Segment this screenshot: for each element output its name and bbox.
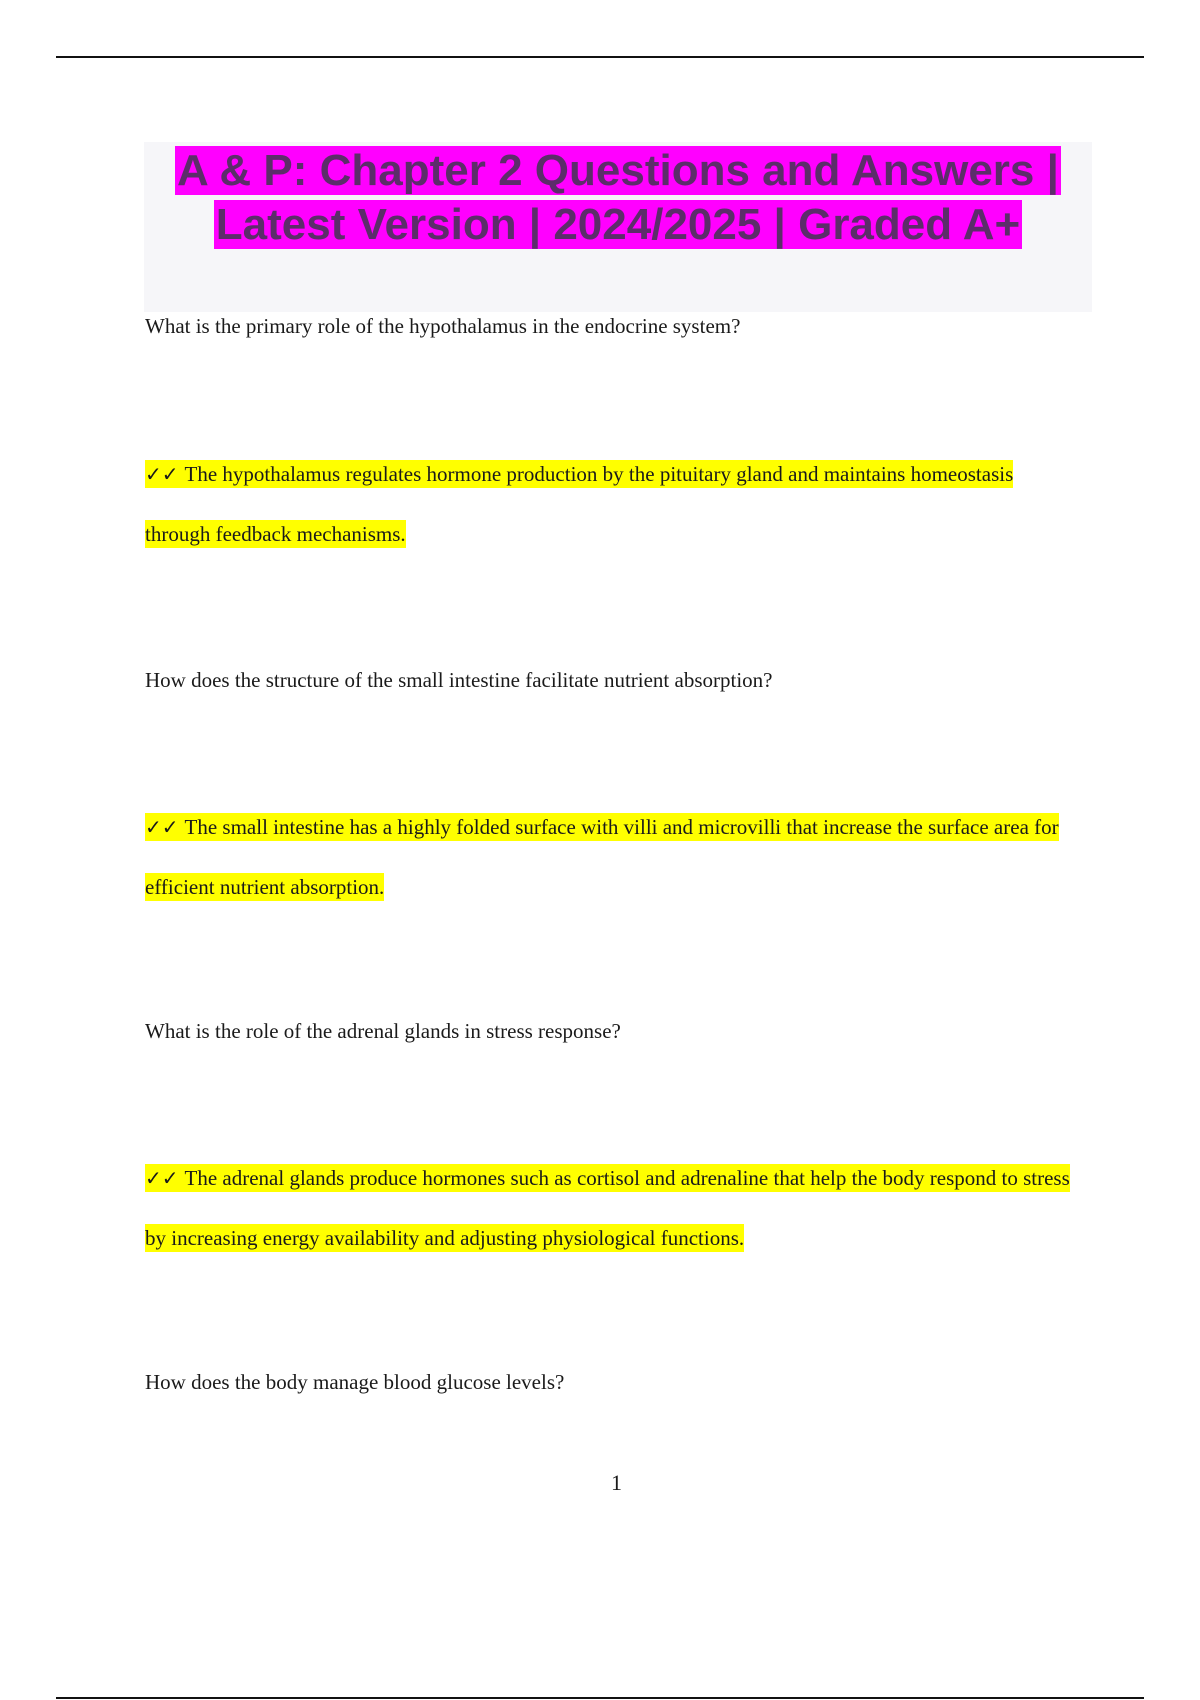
title-highlight: A & P: Chapter 2 Questions and Answers | Latest Version | 2024/2025 | Graded A+ xyxy=(177,146,1059,249)
answer-2 xyxy=(145,797,1075,917)
answer-highlight xyxy=(145,1164,1070,1252)
answer-text: The hypothalamus regulates hormone production by the pituitary gland and maintains homeostasis through feedback mechanisms. xyxy=(145,462,1014,546)
check-icon: ✓✓ xyxy=(145,815,179,839)
question-3: What is the role of the adrenal glands in stress response? xyxy=(145,1019,621,1043)
document-title xyxy=(144,144,1092,252)
page-number: 1 xyxy=(611,1470,622,1495)
answer-highlight xyxy=(145,460,1013,548)
header-rule xyxy=(56,56,1144,58)
question-1: What is the primary role of the hypothalamus in the endocrine system? xyxy=(145,314,741,338)
answer-highlight xyxy=(145,813,1059,901)
check-icon: ✓✓ xyxy=(145,462,179,486)
answer-1 xyxy=(145,444,1075,564)
answer-text: The small intestine has a highly folded surface with villi and microvilli that increase the surface area for efficient nutrient absorption. xyxy=(145,815,1059,899)
question-4: How does the body manage blood glucose levels? xyxy=(145,1370,565,1394)
question-2: How does the structure of the small intestine facilitate nutrient absorption? xyxy=(145,668,773,692)
answer-3 xyxy=(145,1148,1075,1268)
check-icon: ✓✓ xyxy=(145,1166,179,1190)
answer-text: The adrenal glands produce hormones such as cortisol and adrenaline that help the body respond to stress by increasing energy availability and adjusting physiological functions. xyxy=(145,1166,1070,1250)
footer-rule xyxy=(56,1697,1144,1699)
